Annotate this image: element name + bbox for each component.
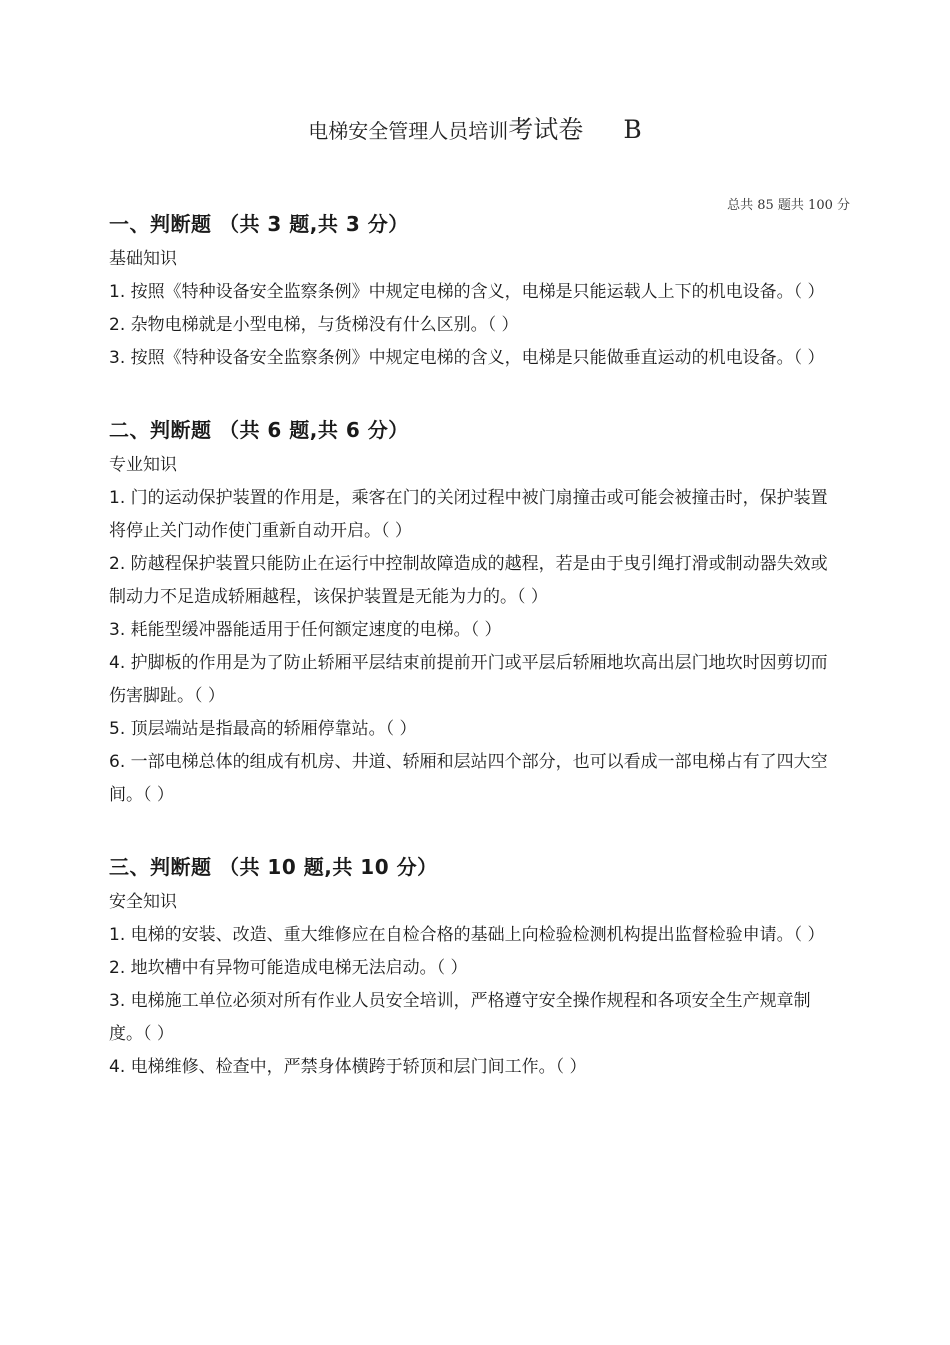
- exam-version: B: [623, 115, 642, 144]
- question: 2. 防越程保护装置只能防止在运行中控制故障造成的越程，若是由于曳引绳打滑或制动器失效或制动力不足造成轿厢越程，该保护装置是无能为力的。（ ）: [109, 554, 828, 607]
- exam-title: [0, 110, 950, 146]
- exam-summary: 总共 85 题共 100 分: [727, 198, 850, 213]
- question: 1. 电梯的安装、改造、重大维修应在自检合格的基础上向检验检测机构提出监督检验申请。（ ）: [109, 925, 825, 945]
- section-heading: 三、判断题 （共 10 题,共 10 分）: [109, 855, 438, 879]
- question: 6. 一部电梯总体的组成有机房、井道、轿厢和层站四个部分，也可以看成一部电梯占有了四大空间。（ ）: [109, 752, 828, 805]
- section-1: [109, 207, 844, 375]
- question: 3. 电梯施工单位必须对所有作业人员安全培训，严格遵守安全操作规程和各项安全生产规章制度。（ ）: [109, 991, 811, 1044]
- question: 5. 顶层端站是指最高的轿厢停靠站。（ ）: [109, 719, 417, 739]
- exam-content: [109, 207, 844, 1122]
- question: 4. 护脚板的作用是为了防止轿厢平层结束前提前开门或平层后轿厢地坎高出层门地坎时因剪切而伤害脚趾。（ ）: [109, 653, 828, 706]
- question: 3. 耗能型缓冲器能适用于任何额定速度的电梯。（ ）: [109, 620, 502, 640]
- question: 3. 按照《特种设备安全监察条例》中规定电梯的含义，电梯是只能做垂直运动的机电设备。（ ）: [109, 348, 825, 368]
- question: 2. 地坎槽中有异物可能造成电梯无法启动。（ ）: [109, 958, 468, 978]
- section-2: [109, 413, 844, 812]
- exam-title-suffix: 考试卷: [508, 115, 584, 144]
- question: 1. 门的运动保护装置的作用是，乘客在门的关闭过程中被门扇撞击或可能会被撞击时，保护装置将停止关门动作使门重新自动开启。（ ）: [109, 488, 828, 541]
- question: 2. 杂物电梯就是小型电梯，与货梯没有什么区别。（ ）: [109, 315, 519, 335]
- section-3: [109, 850, 844, 1084]
- section-heading: 二、判断题 （共 6 题,共 6 分）: [109, 418, 409, 442]
- exam-title-main: 电梯安全管理人员培训: [308, 119, 509, 143]
- section-subheading: 安全知识: [109, 892, 177, 912]
- question: 1. 按照《特种设备安全监察条例》中规定电梯的含义，电梯是只能运载人上下的机电设备。（ ）: [109, 282, 825, 302]
- section-heading: 一、判断题 （共 3 题,共 3 分）: [109, 212, 409, 236]
- question: 4. 电梯维修、检查中，严禁身体横跨于轿顶和层门间工作。（ ）: [109, 1057, 587, 1077]
- section-subheading: 专业知识: [109, 455, 177, 475]
- section-subheading: 基础知识: [109, 249, 177, 269]
